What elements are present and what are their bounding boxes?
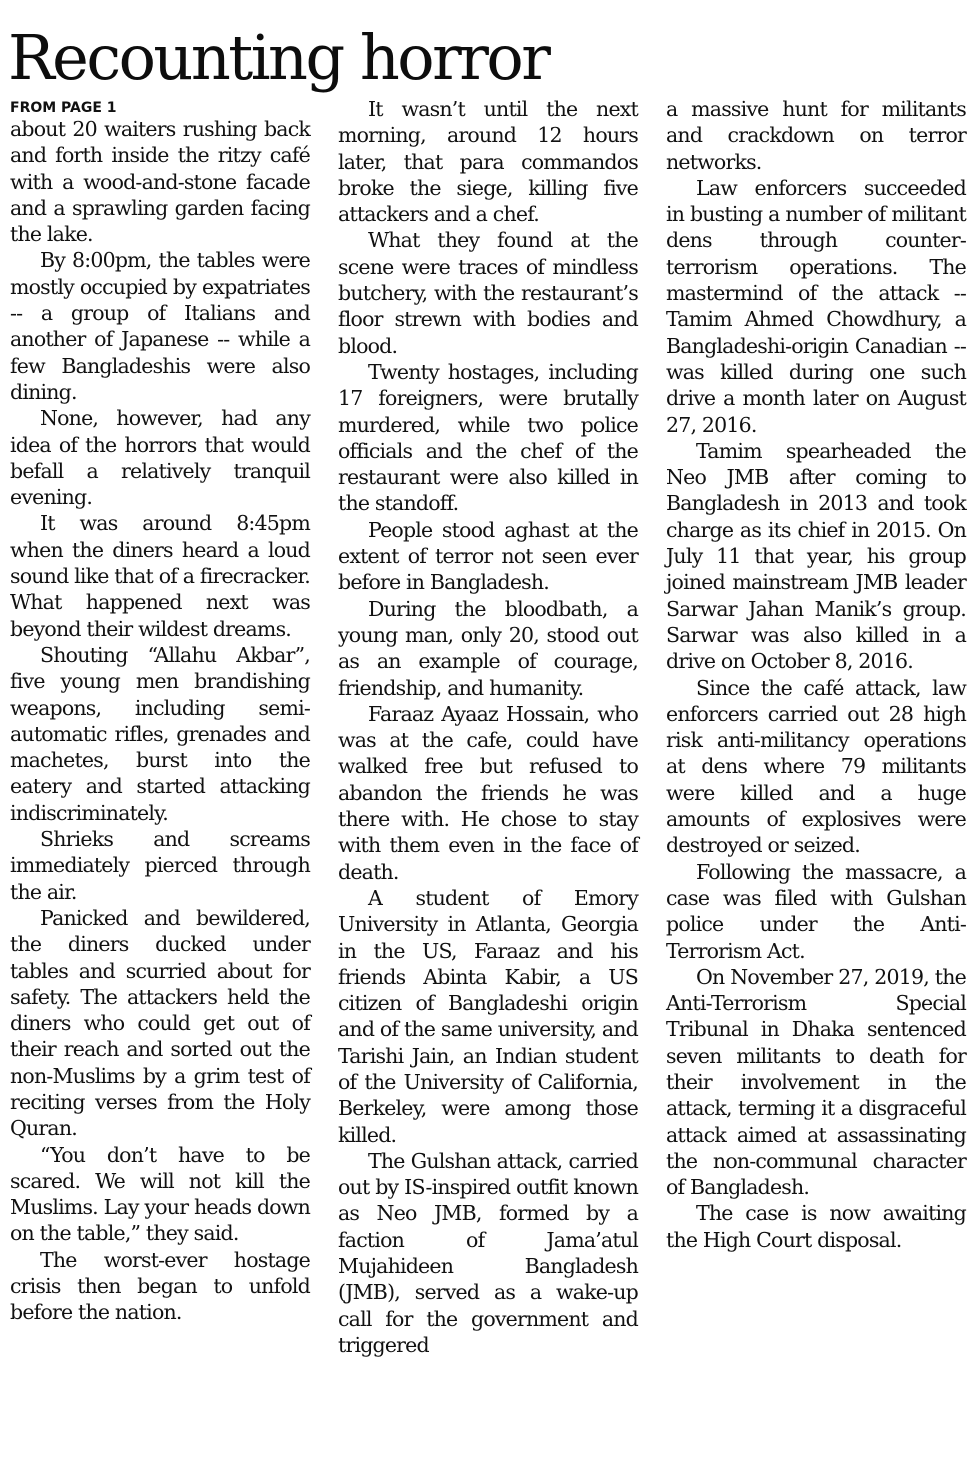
paragraph: Tamim spearheaded the Neo JMB after coming to Bangladesh in 2013 and took charge as its chief in 2015. On July 11 that year, his group joined mainstream JMB leader Sarwar Jahan Manik’s group. Sarwar was also killed in a drive on October 8, 2016. [666, 438, 966, 674]
paragraph: Following the massacre, a case was filed with Gulshan police under the Anti-Terrorism Act. [666, 859, 966, 963]
paragraph: The Gulshan attack, carried out by IS-inspired outfit known as Neo JMB, formed by a faction of Jama’atul Mujahideen Bangladesh (JMB), served as a wake-up call for the government and triggered [338, 1148, 638, 1357]
paragraph: On November 27, 2019, the Anti-Terrorism Special Tribunal in Dhaka sentenced seven militants to death for their involvement in the attack, terming it a disgraceful attack aimed at assassinating the non-communal character of Bangladesh. [666, 964, 966, 1200]
paragraph: It was around 8:45pm when the diners heard a loud sound like that of a firecracker. What happened next was beyond their wildest dreams. [10, 511, 310, 641]
paragraph: Shouting “Allahu Akbar”, five young men brandishing weapons, including semi-automatic rifles, grenades and machetes, burst into the eatery and started attacking indiscriminately. [10, 642, 310, 825]
paragraph: a massive hunt for militants and crackdown on terror networks. [666, 97, 966, 174]
continuation-kicker: FROM PAGE 1 [10, 100, 117, 116]
paragraph: A student of Emory University in Atlanta, Georgia in the US, Faraaz and his friends Abinta Kabir, a US citizen of Bangladeshi origin and of the same university, and Tarishi Jain, an Indian student of the University of California, Berkeley, were among those killed. [338, 885, 638, 1147]
paragraph: about 20 waiters rushing back and forth inside the ritzy café with a wood-and-stone facade and a sprawling garden facing the lake. [10, 117, 310, 247]
paragraph: None, however, had any idea of the horrors that would befall a relatively tranquil evening. [10, 406, 310, 510]
article-column-2 [338, 96, 638, 1358]
paragraph: The worst-ever hostage crisis then began to unfold before the nation. [10, 1247, 310, 1325]
paragraph: Panicked and bewildered, the diners ducked under tables and scurried about for safety. The attackers held the diners who could get out of their reach and sorted out the non-Muslims by a grim test of reciting verses from the Holy Quran. [10, 905, 310, 1141]
paragraph: Law enforcers succeeded in busting a number of militant dens through counter-terrorism operations. The mastermind of the attack -- Tamim Ahmed Chowdhury, a Bangladeshi-origin Canadian -- was killed during one such drive a month later on August 27, 2016. [666, 175, 966, 437]
paragraph: Faraaz Ayaaz Hossain, who was at the cafe, could have walked free but refused to abandon the friends he was there with. He chose to stay with them even in the face of death. [338, 701, 638, 884]
paragraph: The case is now awaiting the High Court disposal. [666, 1201, 966, 1252]
paragraph: People stood aghast at the extent of terror not seen ever before in Bangladesh. [338, 517, 638, 595]
paragraph: Since the café attack, law enforcers carried out 28 high risk anti-militancy operations at dens where 79 militants were killed and a huge amounts of explosives were destroyed or seized. [666, 675, 966, 858]
article-column-3 [666, 96, 966, 1253]
paragraph: “You don’t have to be scared. We will not kill the Muslims. Lay your heads down on the table,” they said. [10, 1142, 310, 1246]
article-column-1 [10, 96, 310, 1326]
paragraph: During the bloodbath, a young man, only 20, stood out as an example of courage, friendship, and humanity. [338, 596, 638, 700]
paragraph: Shrieks and screams immediately pierced through the air. [10, 827, 310, 904]
paragraph: It wasn’t until the next morning, around 12 hours later, that para commandos broke the siege, killing five attackers and a chef. [338, 97, 638, 227]
headline: Recounting horror [8, 21, 549, 94]
paragraph: By 8:00pm, the tables were mostly occupied by expatriates -- a group of Italians and another of Japanese -- while a few Bangladeshis were also dining. [10, 248, 310, 404]
paragraph: Twenty hostages, including 17 foreigners, were brutally murdered, while two police officials and the chef of the restaurant were also killed in the standoff. [338, 359, 638, 516]
paragraph: What they found at the scene were traces of mindless butchery, with the restaurant’s floor strewn with bodies and blood. [338, 228, 638, 358]
